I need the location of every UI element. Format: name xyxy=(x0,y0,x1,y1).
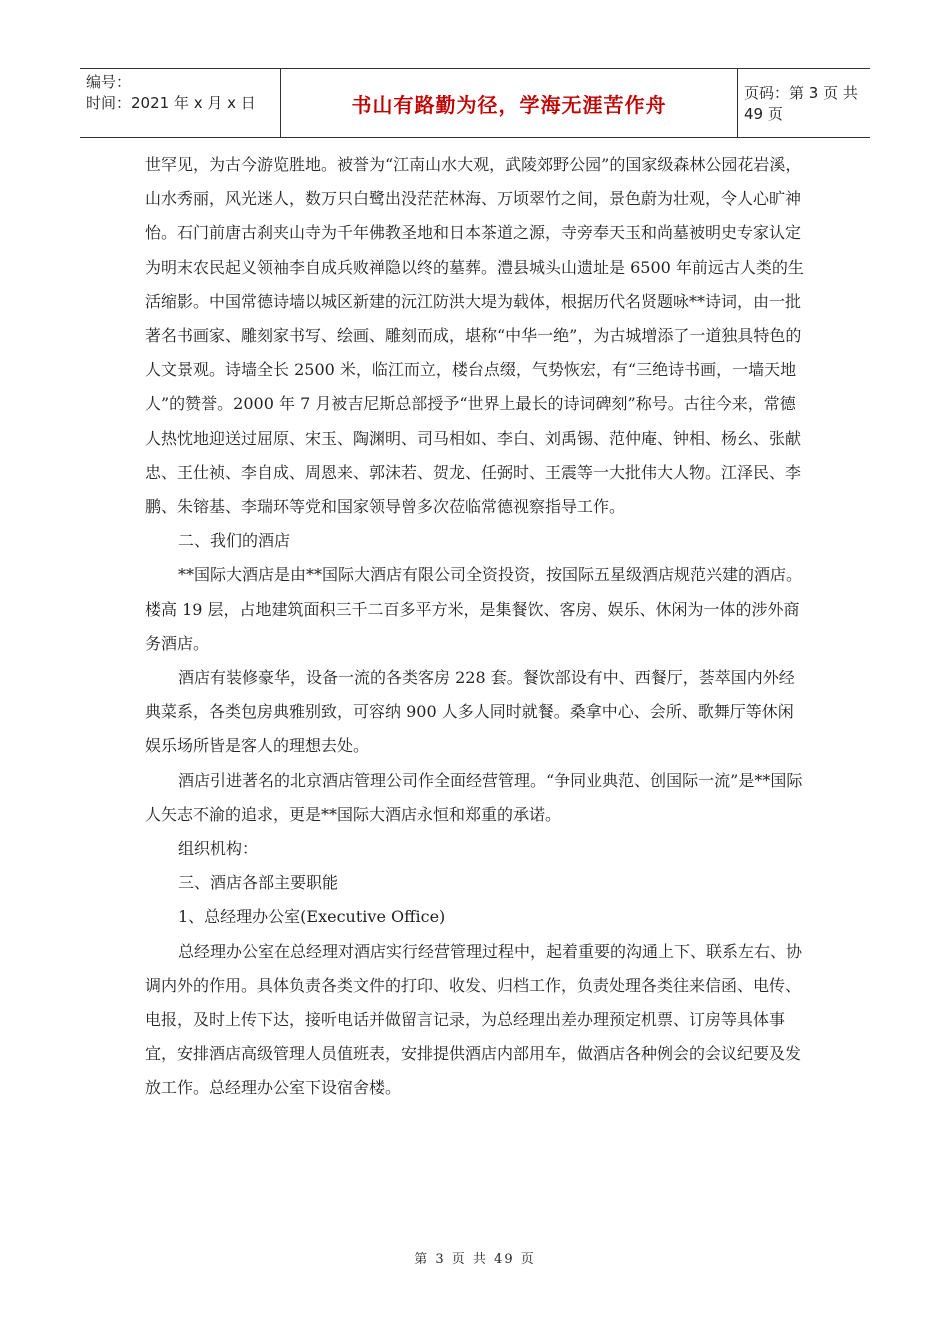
org-structure-label: 组织机构： xyxy=(178,839,259,859)
header-motto: 书山有路勤为径，学海无涯苦作舟 xyxy=(280,69,738,137)
section-heading-hotel: 二、我们的酒店 xyxy=(178,531,291,551)
document-body xyxy=(145,148,807,1106)
paragraph-hotel-rooms: 酒店有装修豪华，设备一流的各类客房 228 套。餐饮部设有中、西餐厅，荟萃国内外经典菜系，各类包房典雅别致，可容纳 900 人多人同时就餐。桑拿中心、会所、歌舞厅等休闲娱乐场所皆是客人的理想去处。 xyxy=(145,668,795,756)
page-header xyxy=(80,68,870,138)
paragraph-executive-office: 总经理办公室在总经理对酒店实行经营管理过程中，起着重要的沟通上下、联系左右、协调内外的作用。具体负责各类文件的打印、收发、归档工作，负责处理各类往来信函、电传、电报，及时上传下达，接听电话并做留言记录，为总经理出差办理预定机票、订房等具体事宜，安排酒店高级管理人员值班表，安排提供酒店内部用车，做酒店各种例会的会议纪要及发放工作。总经理办公室下设宿舍楼。 xyxy=(145,941,803,1098)
paragraph-scenery: 世罕见，为古今游览胜地。被誉为“江南山水大观，武陵郊野公园”的国家级森林公园花岩溪，山水秀丽，风光迷人，数万只白鹭出没茫茫林海、万顷翠竹之间，景色蔚为壮观，令人心旷神怡。石门前唐古刹夹山寺为千年佛教圣地和日本茶道之源，寺旁奉天玉和尚墓被明史专家认定为明末农民起义领袖李自成兵败禅隐以终的墓葬。澧县城头山遗址是 6500 年前远古人类的生活缩影。中国常德诗墙以城区新建的沅江防洪大堤为载体，根据历代名贤题咏**诗词，由一批著名书画家、雕刻家书写、绘画、雕刻而成，堪称“中华一绝”，为古城增添了一道独具特色的人文景观。诗墙全长 2500 米，临江而立，楼台点缀，气势恢宏，有“三绝诗书画，一墙天地人”的赞誉。2000 年 7 月被吉尼斯总部授予“世界上最长的诗词碑刻”称号。古往今来，常德人热忱地迎送过屈原、宋玉、陶渊明、司马相如、李白、刘禹锡、范仲庵、钟相、杨幺、张献忠、王仕祯、李自成、周恩来、郭沫若、贺龙、任弼时、王震等一大批伟大人物。江泽民、李鹏、朱镕基、李瑞环等党和国家领导曾多次莅临常德视察指导工作。 xyxy=(145,155,804,517)
subheading-executive-office: 1、总经理办公室(Executive Office) xyxy=(178,907,446,927)
number-label: 编号： xyxy=(86,73,132,91)
time-label: 时间：2021 年 x 月 x 日 xyxy=(86,94,256,112)
header-page-info: 页码：第 3 页 共 49 页 xyxy=(744,84,858,123)
header-meta xyxy=(80,69,280,137)
page-footer: 第 3 页 共 49 页 xyxy=(414,1252,536,1267)
paragraph-hotel-management: 酒店引进著名的北京酒店管理公司作全面经营管理。“争同业典范、创国际一流”是**国际人矢志不渝的追求，更是**国际大酒店永恒和郑重的承诺。 xyxy=(145,770,803,824)
section-heading-functions: 三、酒店各部主要职能 xyxy=(178,873,339,893)
paragraph-hotel-intro: **国际大酒店是由**国际大酒店有限公司全资投资，按国际五星级酒店规范兴建的酒店。楼高 19 层，占地建筑面积三千二百多平方米，是集餐饮、客房、娱乐、休闲为一体的涉外商务酒店。 xyxy=(145,565,803,653)
